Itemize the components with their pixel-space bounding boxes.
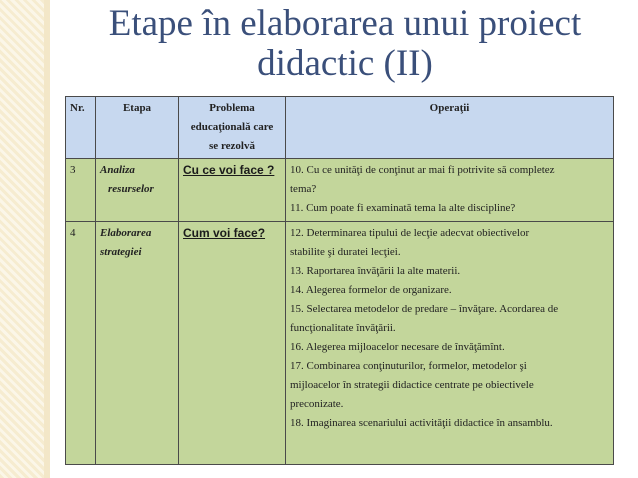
problem-question: Cu ce voi face ? [183,163,275,177]
operation-line: 18. Imaginarea scenariului activităţii didactice în ansamblu. [290,417,553,429]
slide-title-line2: didactic (II) [257,43,433,84]
header-etapa: Etapa [96,97,179,159]
header-nr: Nr. [66,97,96,159]
cell-operatii [286,222,614,465]
operation-line: 17. Combinarea conţinuturilor, formelor, metodelor şi [290,360,527,372]
operation-line: 10. Cu ce unităţi de conţinut ar mai fi potrivite să completez [290,164,555,176]
header-problema-line: Problema [209,102,255,114]
operation-line: 15. Selectarea metodelor de predare – învăţare. Acordarea de [290,303,559,315]
cell-etapa [96,159,179,222]
slide-title [60,4,630,84]
header-problema [179,97,286,159]
table-row [66,159,614,222]
cell-problema [179,159,286,222]
problem-question: Cum voi face? [183,226,266,240]
etapa-line: resurselor [108,183,154,195]
cell-nr: 4 [66,222,96,465]
operation-line: tema? [290,183,317,195]
table-header-row [66,97,614,159]
operation-line: 14. Alegerea formelor de organizare. [290,284,452,296]
etapa-line: Analiza [100,164,135,176]
slide-title-line1: Etape în elaborarea unui proiect [108,3,582,44]
header-problema-line: se rezolvă [209,140,255,152]
cell-etapa [96,222,179,465]
decorative-side-band [44,0,50,478]
header-operatii: Operaţii [286,97,614,159]
cell-operatii [286,159,614,222]
operation-line: preconizate. [290,398,344,410]
operation-line: mijloacelor în strategii didactice centrate pe obiectivele [290,379,534,391]
operation-line: 11. Cum poate fi examinată tema la alte discipline? [290,202,516,214]
operation-line: funcţionalitate învăţării. [290,322,396,334]
etapa-line: Elaborarea [100,227,152,239]
cell-nr: 3 [66,159,96,222]
decorative-side-stripe [0,0,44,478]
stages-table [65,96,614,465]
operation-line: 12. Determinarea tipului de lecţie adecvat obiectivelor [290,227,530,239]
operation-line: 13. Raportarea învăţării la alte materii. [290,265,461,277]
header-problema-line: educaţională care [190,121,274,133]
operation-line: 16. Alegerea mijloacelor necesare de învăţămînt. [290,341,505,353]
operation-line: stabilite şi duratei lecţiei. [290,246,401,258]
cell-problema [179,222,286,465]
etapa-line: strategiei [100,246,142,258]
table-row [66,222,614,465]
